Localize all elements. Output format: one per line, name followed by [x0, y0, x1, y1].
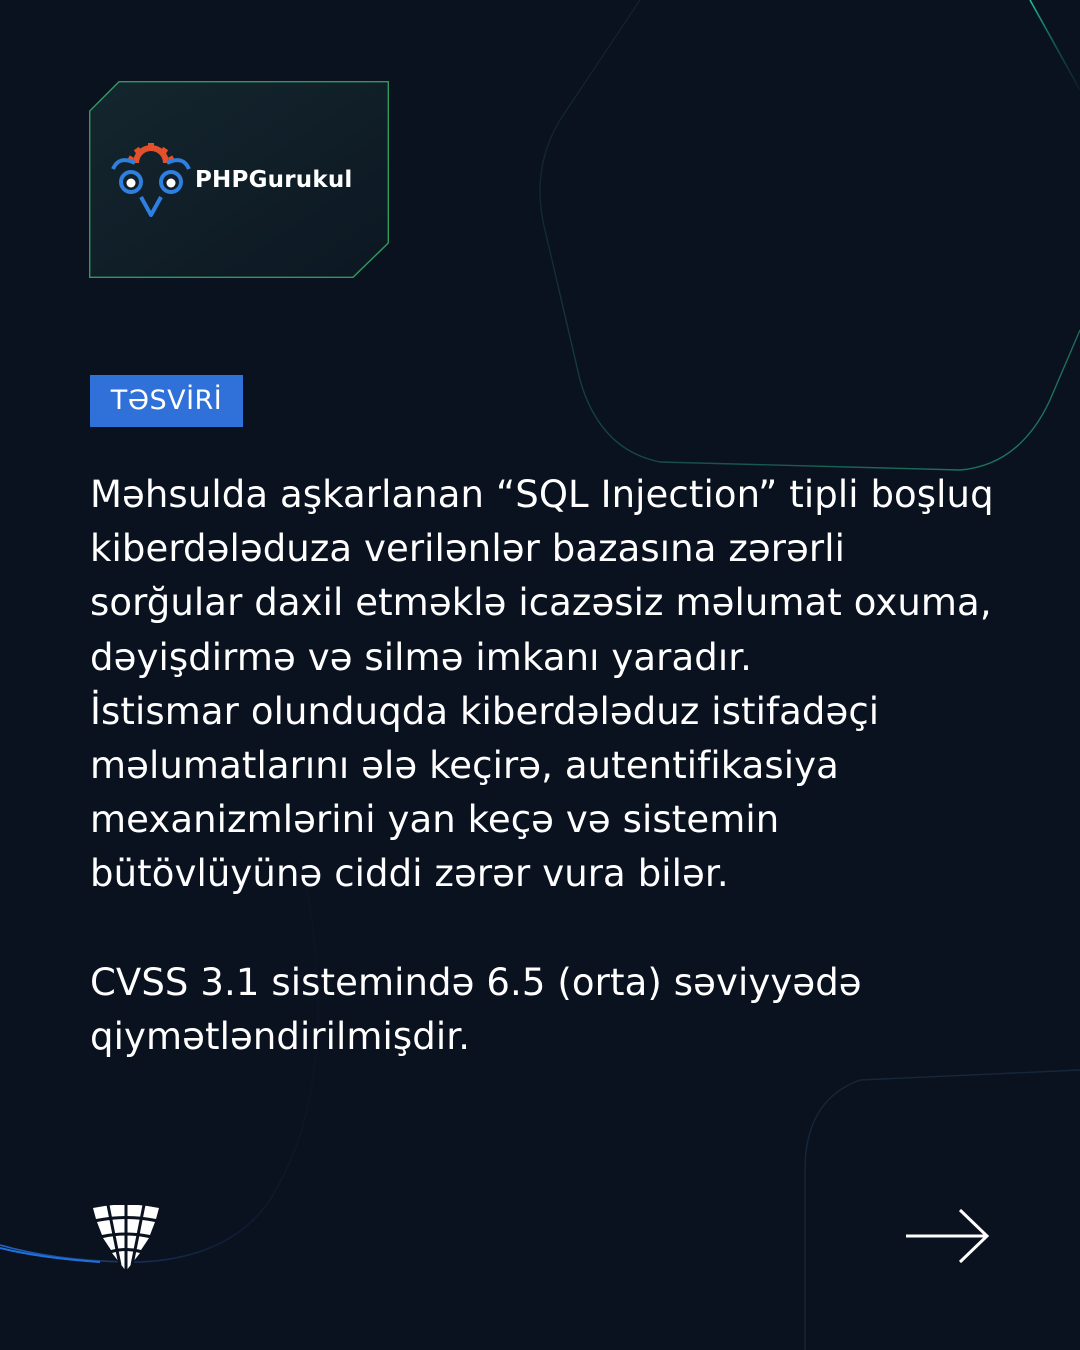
brand-name: PHPGurukul [195, 167, 353, 193]
section-label-badge: TƏSVİRİ [90, 375, 243, 427]
description-text [90, 468, 1000, 1064]
owl-gear-logo-icon [111, 143, 191, 221]
arrow-right-icon[interactable] [904, 1206, 992, 1266]
shield-icon [90, 1205, 162, 1273]
description-paragraph-3: CVSS 3.1 sistemində 6.5 (orta) səviyyədə qiymətləndirilmişdir. [90, 960, 862, 1059]
brand-card [89, 81, 389, 278]
description-paragraph-2: İstismar olunduqda kiberdələduz istifadəçi məlumatlarını ələ keçirə, autentifikasiya mexanizmlərini yan keçə və sistemin bütövlüyünə ciddi zərər vura bilər. [90, 689, 880, 896]
description-paragraph-1: Məhsulda aşkarlanan “SQL Injection” tipli boşluq kiberdələduza verilənlər bazasına zərərli sorğular daxil etməklə icazəsiz məlumat oxuma, dəyişdirmə və silmə imkanı yaradır. [90, 473, 994, 679]
